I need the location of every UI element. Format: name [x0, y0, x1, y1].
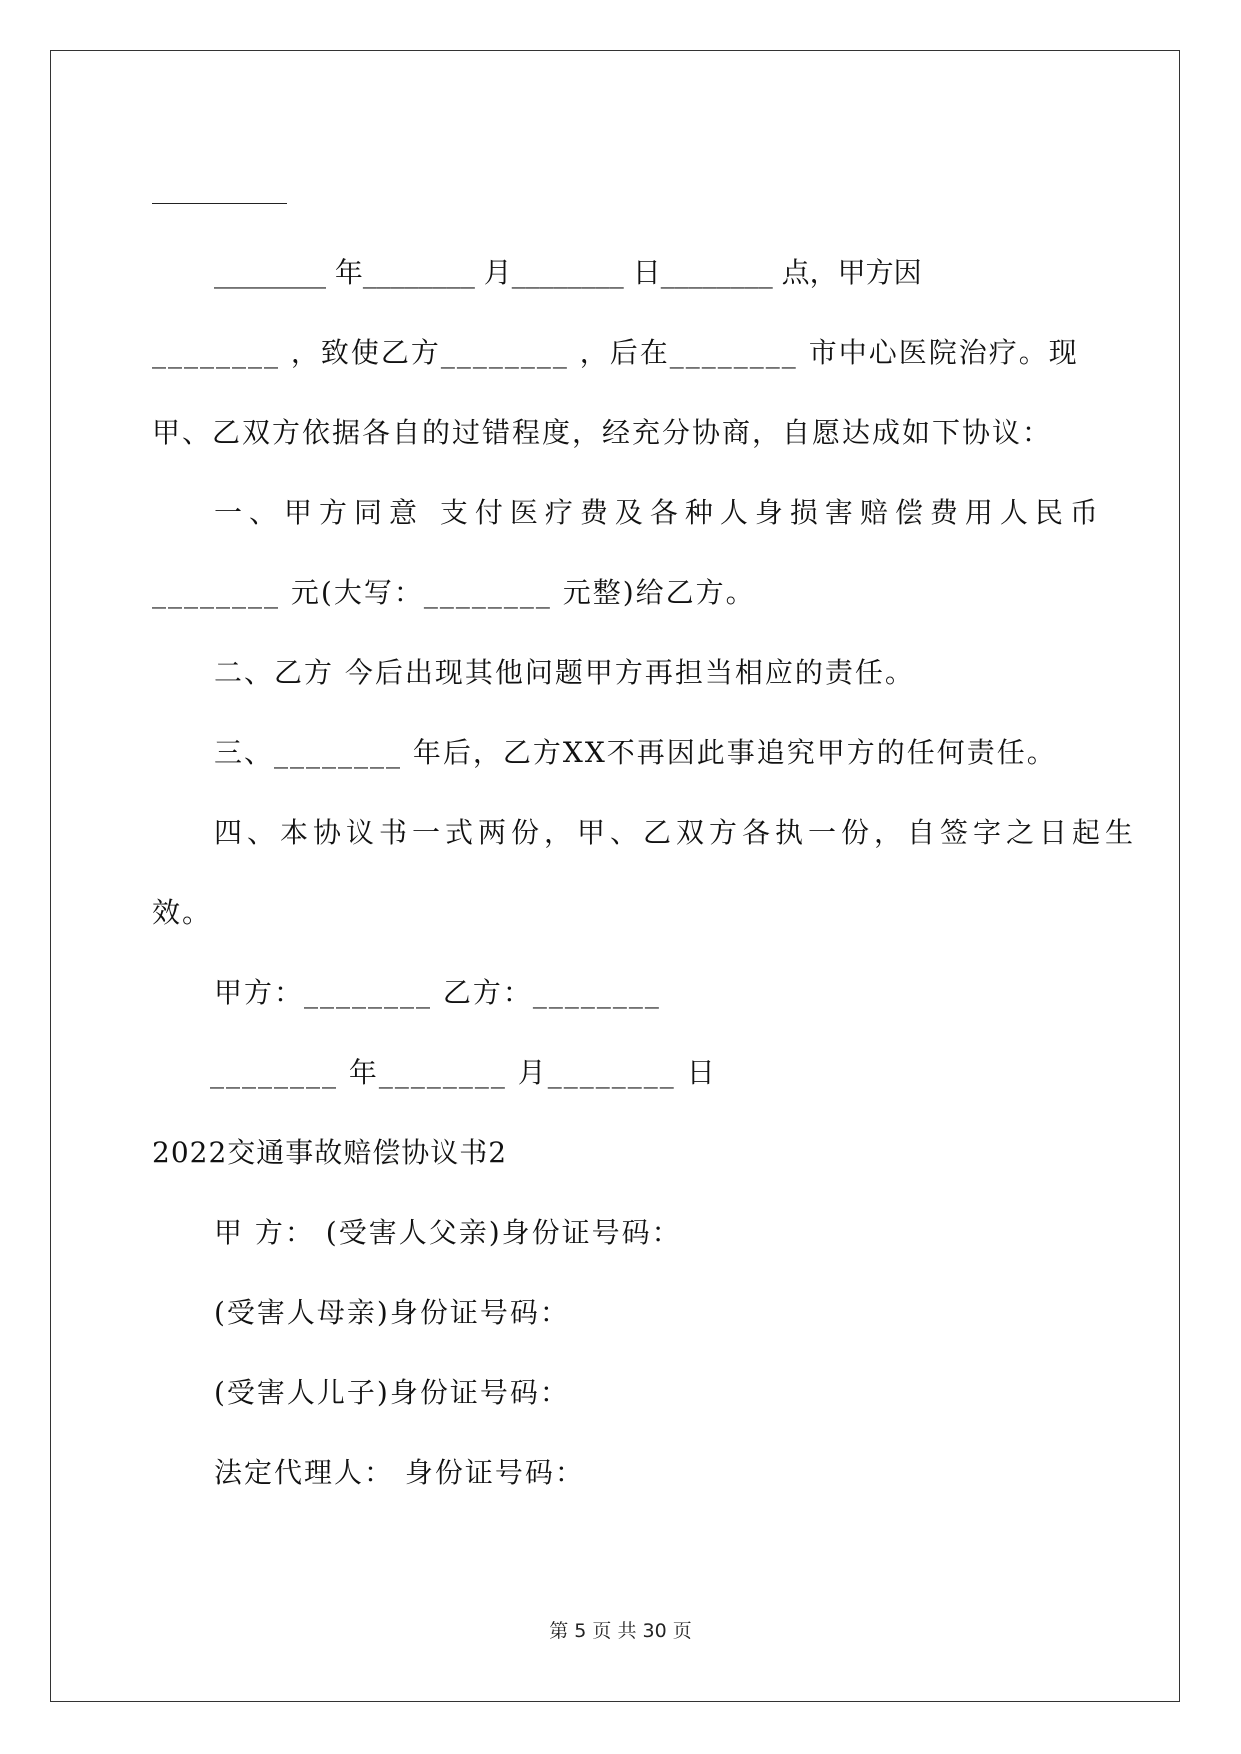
clause-3-line: 三、________ 年后，乙方XX不再因此事追究甲方的任何责任。 — [214, 736, 1057, 769]
date-time-line — [214, 253, 1082, 293]
doc-line-1: ________ 年________ 月________ 日________ 点，甲方因 — [214, 256, 922, 289]
doc-line-2: ________ ，致使乙方________ ，后在________ 市中心医院治疗。现 — [152, 336, 1079, 369]
signing-date-line: ________ 年________ 月________ 日 — [210, 1056, 717, 1089]
mother-id-line: (受害人母亲)身份证号码： — [214, 1296, 570, 1329]
page-number-footer: 第 5 页 共 30 页 — [549, 1620, 692, 1642]
doc-line-9: 效。 — [152, 896, 213, 929]
legal-agent-line: 法定代理人： 身份证号码： — [214, 1456, 585, 1489]
blank-underline — [152, 203, 287, 204]
clause-1-line: 一、甲方同意 支付医疗费及各种人身损害赔偿费用人民币 — [214, 496, 1105, 529]
doc-line-5: ________ 元(大写：________ 元整)给乙方。 — [152, 576, 756, 609]
son-id-line: (受害人儿子)身份证号码： — [214, 1376, 570, 1409]
section-heading: 2022交通事故赔偿协议书2 — [152, 1136, 508, 1169]
doc-line-3: 甲、乙双方依据各自的过错程度，经充分协商，自愿达成如下协议： — [152, 416, 1053, 449]
signature-line: 甲方：________ 乙方：________ — [214, 976, 661, 1009]
clause-2-line: 二、乙方 今后出现其他问题甲方再担当相应的责任。 — [214, 656, 915, 689]
clause-4-line: 四、本协议书一式两份，甲、乙双方各执一份，自签字之日起生 — [214, 816, 1139, 849]
party-a-line: 甲 方： (受害人父亲)身份证号码： — [214, 1216, 682, 1249]
